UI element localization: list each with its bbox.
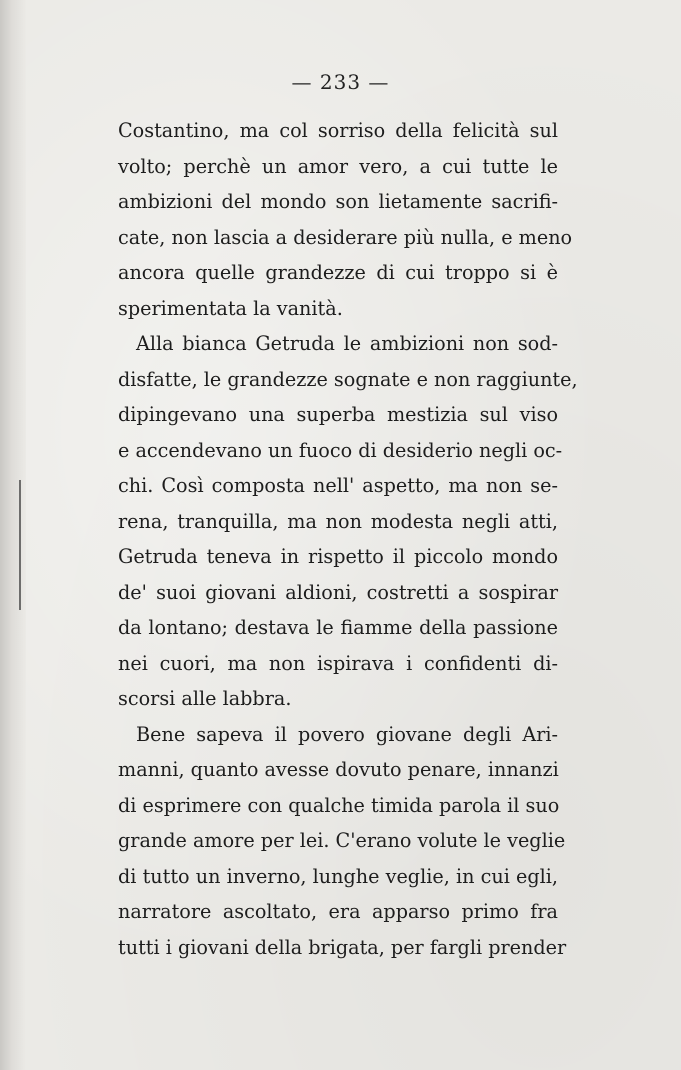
text-line: Costantino, ma col sorriso della felicità sul (118, 119, 558, 142)
text-line: ancora quelle grandezze di cui troppo si è (118, 261, 558, 284)
binding-mark (19, 480, 21, 610)
text-line: manni, quanto avesse dovuto penare, innanzi (118, 758, 559, 781)
text-line: nei cuori, ma non ispirava i confidenti di- (118, 651, 558, 675)
text-line: chi. Così composta nell' aspetto, ma non se- (118, 474, 558, 497)
text-line: cate, non lascia a desiderare più nulla, e meno (118, 225, 573, 249)
text-line: sperimentata la vanità. (118, 296, 343, 320)
text-line: volto; perchè un amor vero, a cui tutte le (118, 154, 558, 178)
text-line: grande amore per lei. C'erano volute le veglie (118, 829, 566, 852)
text-line: Bene sapeva il povero giovane degli Ari- (136, 722, 558, 746)
text-line: e accendevano un fuoco di desiderio negli oc- (118, 438, 563, 462)
text-line: da lontano; destava le fiamme della passione (118, 616, 558, 639)
text-line: ambizioni del mondo son lietamente sacrifi- (118, 190, 558, 213)
text-line: tutti i giovani della brigata, per fargli prender (118, 935, 567, 959)
text-line: Alla bianca Getruda le ambizioni non sod- (136, 332, 558, 355)
text-line: scorsi alle labbra. (118, 687, 292, 710)
text-line: di esprimere con qualche timida parola il suo (118, 793, 560, 817)
text-line: Getruda teneva in rispetto il piccolo mondo (118, 545, 558, 568)
text-line: narratore ascoltato, era apparso primo fra (118, 900, 558, 923)
text-line: dipingevano una superba mestizia sul viso (118, 403, 558, 426)
text-line: de' suoi giovani aldioni, costretti a sospirar (118, 580, 558, 604)
body-text (118, 113, 578, 965)
text-line: rena, tranquilla, ma non modesta negli atti, (118, 509, 558, 533)
page-number: — 233 — (291, 70, 390, 94)
text-line: disfatte, le grandezze sognate e non raggiunte, (118, 367, 578, 391)
page-gutter (0, 0, 26, 1070)
text-line: di tutto un inverno, lunghe veglie, in cui egli, (118, 864, 558, 888)
